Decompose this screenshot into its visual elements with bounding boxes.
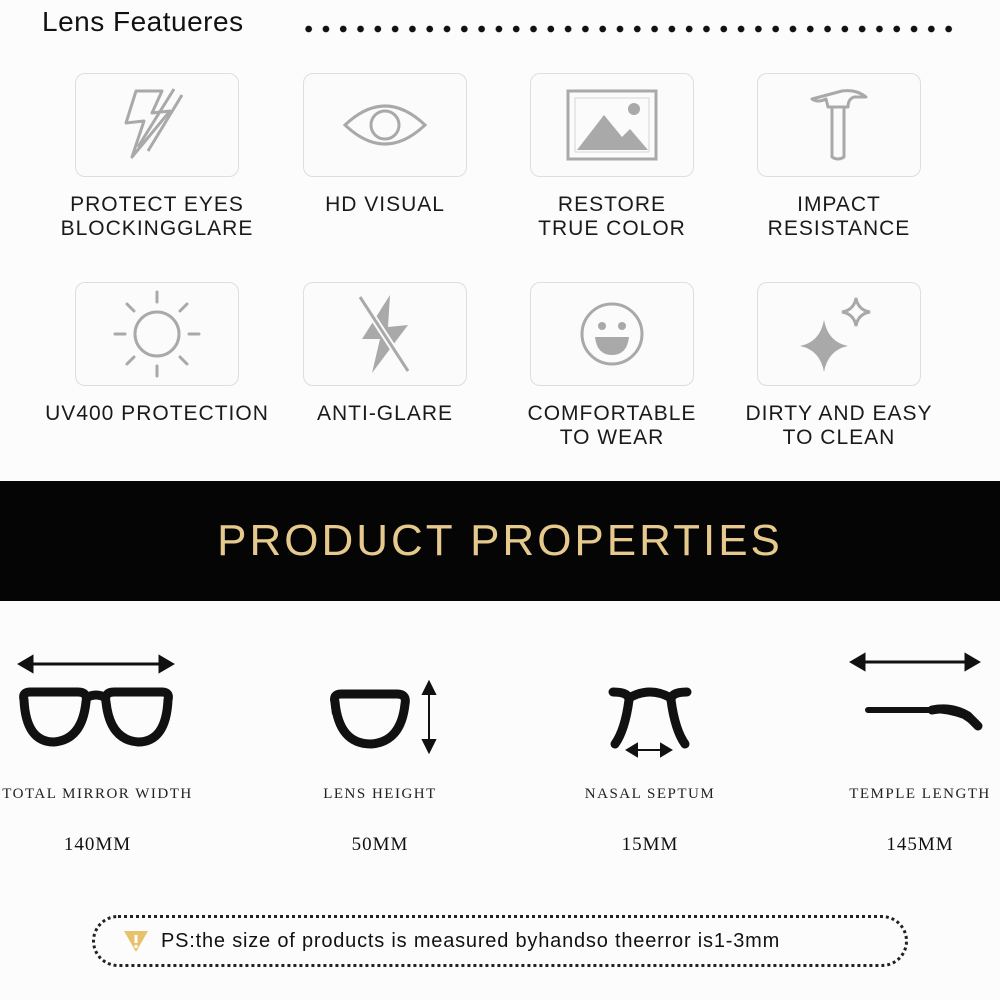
feature-uv400: [42, 282, 272, 426]
sparkle-icon: [794, 292, 884, 376]
property-value: 145MM: [886, 834, 954, 855]
property-value: 140MM: [63, 834, 132, 855]
feature-icon-box: [75, 282, 239, 386]
property-name: TEMPLE LENGTH: [849, 786, 991, 802]
property-value: 15MM: [621, 834, 679, 855]
feature-anti-glare: [270, 282, 500, 426]
feature-label: IMPACT RESISTANCE: [767, 193, 911, 240]
feature-label: RESTORE TRUE COLOR: [538, 193, 686, 240]
feature-icon-box: [757, 282, 921, 386]
property-total-width: [0, 640, 195, 870]
feature-label: HD VISUAL: [325, 193, 445, 216]
feature-restore-color: [497, 73, 727, 241]
property-value: 50MM: [351, 834, 409, 855]
product-properties-banner: [0, 481, 1000, 601]
feature-comfortable: [497, 282, 727, 450]
feature-icon-box: [757, 73, 921, 177]
property-temple-length: [840, 640, 1000, 870]
feature-label: COMFORTABLE TO WEAR: [527, 402, 697, 449]
section-title: Lens Featueres: [42, 6, 244, 37]
feature-label: ANTI-GLARE: [316, 402, 454, 425]
dotted-divider: [300, 24, 960, 34]
property-name: LENS HEIGHT: [323, 786, 437, 802]
feature-icon-box: [75, 73, 239, 177]
feature-protect-eyes: [42, 73, 272, 241]
crossed-lightning-icon: [350, 291, 420, 377]
lens-height-icon: [285, 640, 475, 760]
feature-hd-visual: [270, 73, 500, 217]
temple-length-icon: [840, 640, 1000, 760]
picture-icon: [564, 87, 660, 163]
warning-triangle-icon: [123, 929, 149, 953]
glasses-width-icon: [0, 640, 195, 760]
nasal-septum-icon: [555, 640, 745, 760]
feature-label: PROTECT EYES BLOCKINGGLARE: [60, 193, 254, 240]
hammer-icon: [804, 85, 874, 165]
sun-icon: [111, 288, 203, 380]
eye-icon: [340, 95, 430, 155]
feature-label: DIRTY AND EASY TO CLEAN: [745, 402, 933, 449]
feature-icon-box: [303, 282, 467, 386]
note-text: PS:the size of products is measured byhandso theerror is1-3mm: [161, 929, 781, 952]
smiley-icon: [577, 299, 647, 369]
lightning-icon: [112, 85, 202, 165]
feature-easy-clean: [724, 282, 954, 450]
feature-icon-box: [530, 73, 694, 177]
property-name: NASAL SEPTUM: [584, 786, 716, 802]
feature-impact-resistance: [724, 73, 954, 241]
property-nasal-septum: [555, 640, 745, 870]
feature-icon-box: [303, 73, 467, 177]
property-lens-height: [285, 640, 475, 870]
feature-label: UV400 PROTECTION: [45, 402, 269, 425]
feature-icon-box: [530, 282, 694, 386]
measurement-note: [92, 915, 908, 967]
property-name: TOTAL MIRROR WIDTH: [2, 786, 193, 802]
banner-title: PRODUCT PROPERTIES: [217, 516, 783, 565]
